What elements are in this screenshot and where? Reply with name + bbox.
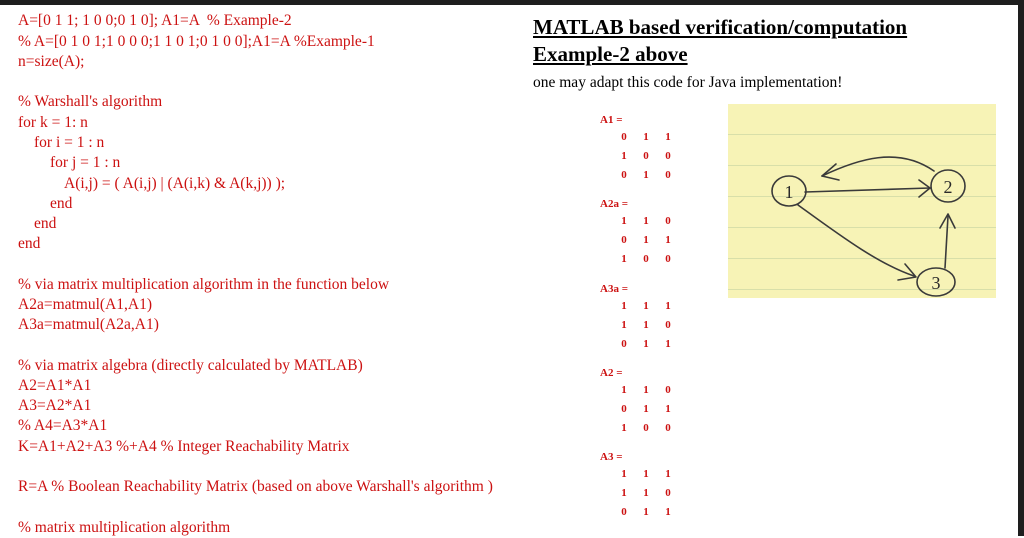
matrix-row bbox=[620, 250, 690, 269]
code-line: end bbox=[18, 235, 41, 252]
matrix-cell: 0 bbox=[621, 131, 627, 143]
graph-node-1-label: 1 bbox=[784, 182, 794, 202]
matrix-row bbox=[620, 147, 690, 166]
matrix-a2-output bbox=[600, 365, 690, 438]
code-line: % Warshall's algorithm bbox=[18, 93, 163, 110]
matrix-row bbox=[620, 419, 690, 438]
matrix-row bbox=[620, 297, 690, 316]
window-right-edge bbox=[1018, 0, 1024, 536]
matrix-label: A2 = bbox=[600, 367, 623, 379]
matrix-row bbox=[620, 128, 690, 147]
code-line: for j = 1 : n bbox=[50, 154, 121, 171]
graph-node-2-label: 2 bbox=[943, 177, 953, 197]
matrix-row bbox=[620, 231, 690, 250]
matrix-cell: 0 bbox=[621, 338, 627, 350]
matrix-cell: 1 bbox=[621, 300, 627, 312]
window-top-edge bbox=[0, 0, 1024, 5]
matrix-label: A3 = bbox=[600, 451, 623, 463]
code-line: % via matrix algebra (directly calculated by MATLAB) bbox=[18, 357, 363, 374]
matrix-cell: 0 bbox=[621, 234, 627, 246]
matrix-cell: 1 bbox=[621, 150, 627, 162]
matrix-cell: 1 bbox=[665, 131, 671, 143]
matrix-cell: 1 bbox=[643, 215, 649, 227]
matrix-cell: 1 bbox=[643, 487, 649, 499]
matrix-cell: 1 bbox=[665, 506, 671, 518]
matrix-cell: 1 bbox=[665, 468, 671, 480]
matrix-row bbox=[620, 381, 690, 400]
matrix-cell: 1 bbox=[665, 403, 671, 415]
matrix-cell: 1 bbox=[643, 234, 649, 246]
matrix-row bbox=[620, 316, 690, 335]
matrix-row bbox=[620, 166, 690, 185]
code-line: K=A1+A2+A3 %+A4 % Integer Reachability Matrix bbox=[18, 438, 350, 455]
matrix-cell: 1 bbox=[643, 169, 649, 181]
matrix-cell: 1 bbox=[643, 403, 649, 415]
matrix-cell: 0 bbox=[665, 253, 671, 265]
edge-2-to-1 bbox=[822, 157, 934, 176]
matrix-row bbox=[620, 400, 690, 419]
matrix-cell: 1 bbox=[665, 234, 671, 246]
matrix-cell: 1 bbox=[643, 300, 649, 312]
matrix-row bbox=[620, 335, 690, 354]
heading-title-line-1: MATLAB based verification/computation bbox=[533, 15, 908, 39]
matrix-cell: 0 bbox=[665, 319, 671, 331]
matrix-cell: 0 bbox=[621, 506, 627, 518]
matrix-a3-output bbox=[600, 449, 690, 522]
matrix-cell: 1 bbox=[621, 319, 627, 331]
matrix-cell: 0 bbox=[643, 422, 649, 434]
code-line: % matrix multiplication algorithm bbox=[18, 519, 231, 536]
code-line: end bbox=[34, 215, 57, 232]
code-line: % A4=A3*A1 bbox=[18, 417, 108, 434]
matrix-cell: 0 bbox=[665, 169, 671, 181]
matrix-label: A3a = bbox=[600, 283, 628, 295]
edge-1-to-3 bbox=[798, 205, 914, 276]
matrix-cell: 0 bbox=[621, 169, 627, 181]
matrix-cell: 0 bbox=[665, 150, 671, 162]
code-line: A3=A2*A1 bbox=[18, 397, 92, 414]
matrix-cell: 1 bbox=[643, 338, 649, 350]
code-line: A2a=matmul(A1,A1) bbox=[18, 296, 153, 313]
matrix-cell: 0 bbox=[665, 487, 671, 499]
code-line: A2=A1*A1 bbox=[18, 377, 92, 394]
matrix-cell: 1 bbox=[621, 253, 627, 265]
heading-subtitle: one may adapt this code for Java implementation! bbox=[533, 74, 843, 91]
code-line: A=[0 1 1; 1 0 0;0 1 0]; A1=A % Example-2 bbox=[18, 12, 292, 29]
matrix-a2a-output bbox=[600, 196, 690, 269]
matrix-cell: 1 bbox=[621, 487, 627, 499]
heading-title-line-2: Example-2 above bbox=[533, 42, 688, 66]
matrix-cell: 0 bbox=[621, 403, 627, 415]
code-line: n=size(A); bbox=[18, 53, 85, 70]
matrix-cell: 1 bbox=[643, 468, 649, 480]
matrix-cell: 1 bbox=[643, 131, 649, 143]
matrix-cell: 0 bbox=[643, 253, 649, 265]
matrix-cell: 1 bbox=[643, 319, 649, 331]
directed-graph-sketch bbox=[728, 104, 996, 298]
code-line: A(i,j) = ( A(i,j) | (A(i,k) & A(k,j)) ); bbox=[64, 175, 286, 192]
matrix-row bbox=[620, 212, 690, 231]
matrix-cell: 1 bbox=[621, 422, 627, 434]
edge-3-to-2 bbox=[945, 216, 948, 268]
matrix-cell: 1 bbox=[621, 468, 627, 480]
matrix-row bbox=[620, 465, 690, 484]
matrix-label: A1 = bbox=[600, 114, 623, 126]
code-line: end bbox=[50, 195, 73, 212]
graph-node-3-label: 3 bbox=[931, 273, 941, 293]
code-line: for k = 1: n bbox=[18, 114, 88, 131]
matrix-a3a-output bbox=[600, 281, 690, 354]
matrix-row bbox=[620, 503, 690, 522]
matrix-cell: 1 bbox=[665, 338, 671, 350]
matrix-cell: 1 bbox=[621, 384, 627, 396]
matrix-a1-output bbox=[600, 112, 690, 185]
matrix-cell: 1 bbox=[665, 300, 671, 312]
matrix-cell: 1 bbox=[643, 384, 649, 396]
code-line: A3a=matmul(A2a,A1) bbox=[18, 316, 159, 333]
matrix-cell: 0 bbox=[665, 384, 671, 396]
code-line: for i = 1 : n bbox=[34, 134, 105, 151]
matrix-cell: 1 bbox=[643, 506, 649, 518]
section-heading bbox=[533, 14, 973, 92]
matrix-cell: 1 bbox=[621, 215, 627, 227]
code-line: % via matrix multiplication algorithm in the function below bbox=[18, 276, 390, 293]
matrix-cell: 0 bbox=[665, 422, 671, 434]
matrix-label: A2a = bbox=[600, 198, 628, 210]
matrix-cell: 0 bbox=[665, 215, 671, 227]
code-line: R=A % Boolean Reachability Matrix (based on above Warshall's algorithm ) bbox=[18, 478, 493, 495]
code-line: % A=[0 1 0 1;1 0 0 0;1 1 0 1;0 1 0 0];A1=A %Example-1 bbox=[18, 33, 375, 50]
arrowhead-icon bbox=[898, 264, 916, 280]
handwritten-graph-note bbox=[728, 104, 996, 298]
matrix-cell: 0 bbox=[643, 150, 649, 162]
edge-1-to-2 bbox=[805, 188, 930, 192]
matrix-row bbox=[620, 484, 690, 503]
